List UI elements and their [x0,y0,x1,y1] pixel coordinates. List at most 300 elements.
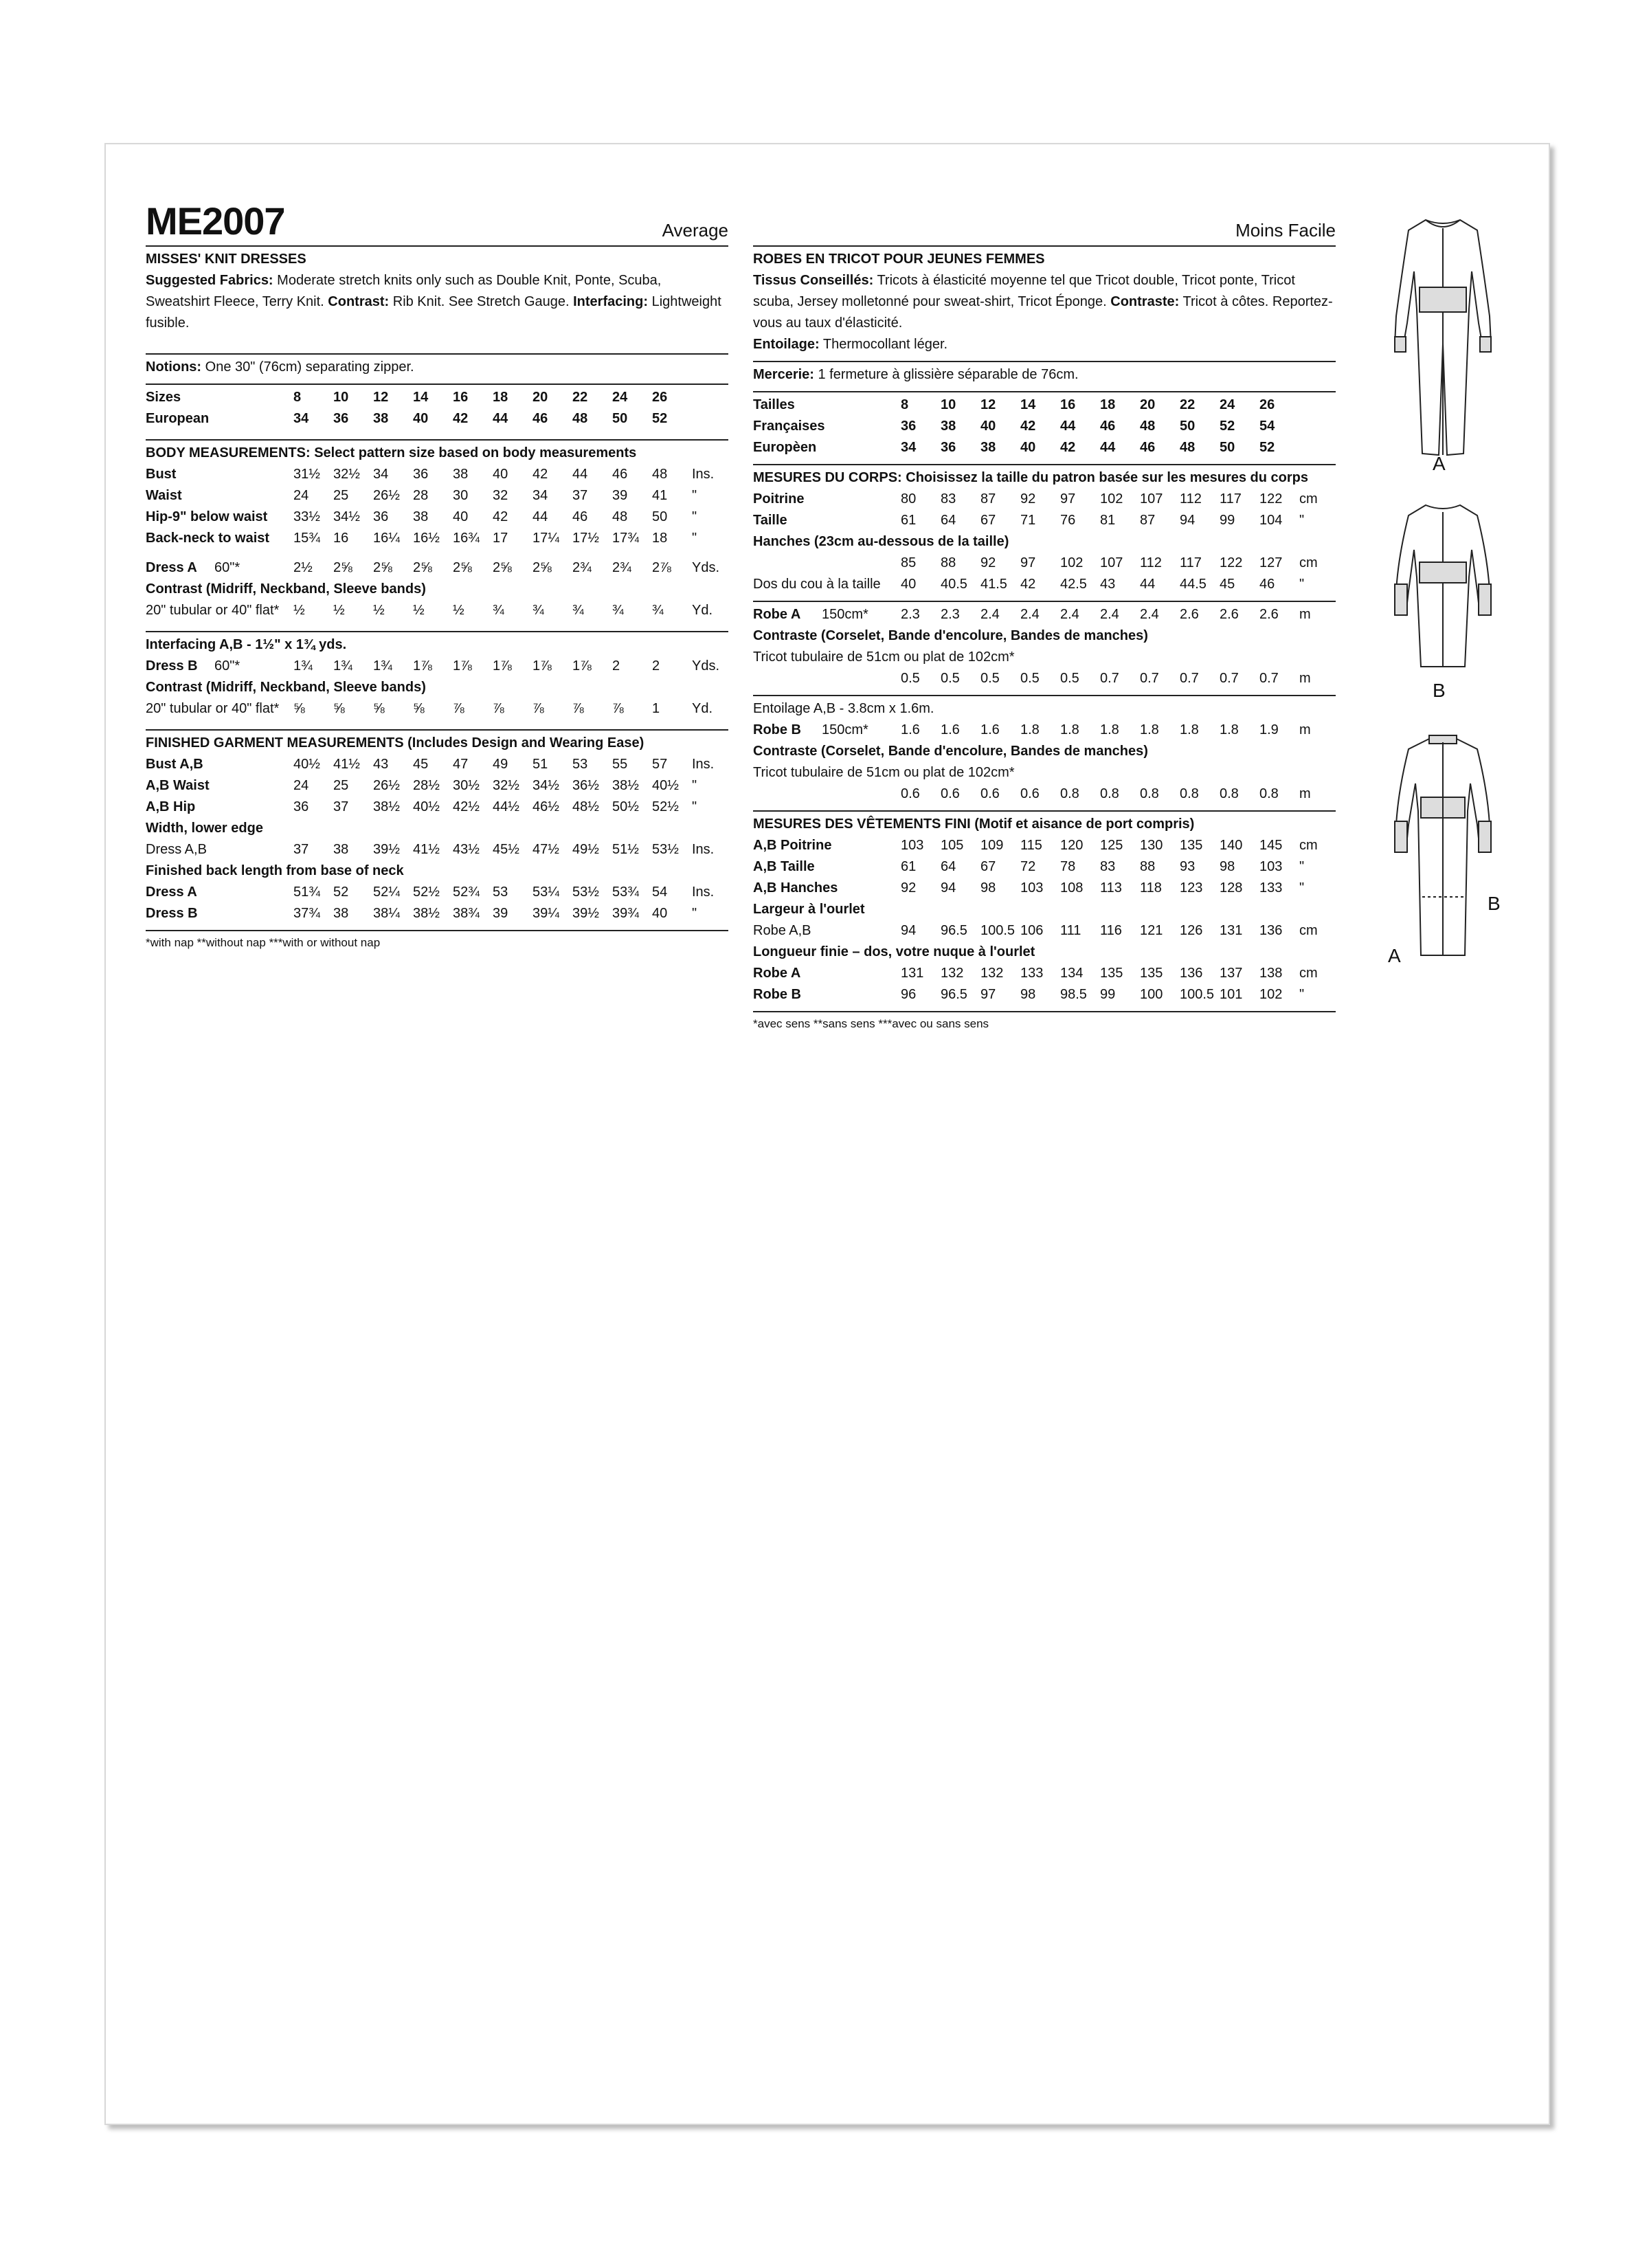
back-waist-row-fr-value: 40.5 [941,577,967,592]
width-row-en-label: Dress A,B [146,842,207,857]
sketch-label-a1: A [1433,453,1446,474]
measurement-value: 18 [652,531,668,546]
measurement-value: 44½ [493,799,519,814]
width-row-en-value: 37 [293,842,309,857]
measurement-value: 16 [333,531,349,546]
width-title-en: Width, lower edge [146,821,263,836]
contrast-a-yardage-value: ½ [453,603,464,618]
hips-title-fr: Hanches (23cm au-dessous de la taille) [753,534,1009,549]
contrast-a-metrage-value: 0.5 [1060,671,1079,686]
measurement-label: A,B Hanches [753,880,838,896]
fabrics-text: Moderate stretch knits only such as Double Knit, Ponte, Scuba, Sweatshirt Fleece, Terry Knit. [146,273,662,309]
european-row-value: 42 [453,411,469,426]
measurement-value: 53½ [572,885,599,900]
robe-a-yardage-fabric-width: 150cm* [822,607,868,622]
fabrics-fr [753,270,1336,355]
back-title-en: Finished back length from base of neck [146,863,404,878]
measurement-value: 123 [1180,880,1203,896]
european-row-fr-value: 44 [1100,440,1116,455]
measurement-value: 38 [413,509,429,524]
measurement-label: Dress A [146,885,197,900]
measurement-value: 130 [1140,838,1163,853]
measurement-value: 99 [1220,513,1235,528]
robe-b-yardage-fabric-width: 150cm* [822,722,868,737]
measurement-label: A,B Poitrine [753,838,832,853]
notions-text: One 30" (76cm) separating zipper. [201,359,414,375]
width-title-fr: Largeur à l'ourlet [753,902,865,917]
measurement-label: Robe A [753,966,801,981]
measurement-value: 94 [1180,513,1196,528]
sizes-row-value: 22 [572,390,588,405]
robe-b-yardage-value: 1.8 [1060,722,1079,737]
european-row-value: 46 [532,411,548,426]
measurement-value: 132 [941,966,964,981]
measurement-value: 103 [1020,880,1044,896]
measurement-value: 48 [612,509,628,524]
measurement-value: 37 [333,799,349,814]
footnote-en: *with nap **without nap ***with or without nap [146,930,728,952]
sizes-row-fr-label: Tailles [753,397,795,412]
sizes-row-value: 16 [453,390,469,405]
dress-a-yardage-label: Dress A [146,560,197,575]
measurement-value: 36½ [572,778,599,793]
width-row-fr-value: 116 [1100,923,1122,938]
measurement-value: 42 [493,509,508,524]
measurement-value: 98.5 [1060,987,1087,1002]
measurement-value: 132 [980,966,1004,981]
fabrics-label-fr: Tissus Conseillés: [753,273,874,288]
hips-row-fr-value: 97 [1020,555,1036,570]
difficulty-level-en: Average [662,220,728,241]
sizes-row-fr [753,394,1336,416]
measurement-value: 16¾ [453,531,480,546]
notions-text-fr: 1 fermeture à glissière séparable de 76cm. [814,367,1079,382]
measurement-value: 38¾ [453,906,480,921]
dress-a-yardage-fabric-width: 60"* [214,560,240,575]
measurement-value: 53 [493,885,508,900]
measurement-value: 53¼ [532,885,559,900]
measurement-unit: Ins. [692,757,715,772]
robe-a-yardage-label: Robe A [753,607,801,622]
robe-b-yardage-value: 1.8 [1100,722,1119,737]
measurement-value: 71 [1020,513,1036,528]
measurement-value: 113 [1100,880,1122,896]
measurement-unit: Ins. [692,885,715,900]
measurement-value: 117 [1220,491,1242,507]
measurement-value: 40 [453,509,469,524]
robe-b-yardage-value: 1.6 [901,722,920,737]
robe-b-yardage-label: Robe B [753,722,801,737]
measurement-value: 38½ [612,778,639,793]
measurement-value: 50½ [612,799,639,814]
measurement-value: 81 [1100,513,1116,528]
measurement-value: 37 [572,488,588,503]
robe-a-yardage-value: 2.4 [1140,607,1159,622]
european-row-value: 38 [373,411,389,426]
title-en: MISSES' KNIT DRESSES [146,252,306,267]
width-row-fr [753,920,1336,942]
contrast-b-sub-fr: Tricot tubulaire de 51cm ou plat de 102cm* [753,765,1015,780]
measurement-value: 92 [1020,491,1036,507]
european-row-fr-value: 42 [1060,440,1076,455]
width-row-en-value: 45½ [493,842,519,857]
measurement-value: 115 [1020,838,1042,853]
measurement-value: 50 [652,509,668,524]
contrast-b-yardage-value: ⅝ [413,701,425,716]
european-row-fr [753,437,1336,458]
interfacing-line-fr: Entoilage A,B - 3.8cm x 1.6m. [753,701,934,716]
robe-b-yardage-value: 1.6 [941,722,960,737]
width-row-fr-value: 126 [1180,923,1203,938]
french-sizes-row-value: 42 [1020,419,1036,434]
contrast-b-yardage-unit: Yd. [692,701,713,716]
measurement-value: 98 [1020,987,1036,1002]
measurement-value: 125 [1100,838,1123,853]
measurement-value: 28 [413,488,429,503]
measurement-value: 98 [1220,859,1235,874]
measurement-value: 100 [1140,987,1163,1002]
width-row-en-value: 51½ [612,842,639,857]
french-sizes-row-value: 48 [1140,419,1156,434]
contrast-b-yardage-value: ⅞ [612,701,624,716]
measurement-row [146,507,728,528]
european-row-value: 50 [612,411,628,426]
measurement-unit: " [1299,987,1305,1002]
dress-b-yardage-value: 1⅞ [532,658,552,674]
back-waist-row-fr-value: 46 [1259,577,1275,592]
measurement-unit: " [692,778,697,793]
width-row-en-value: 43½ [453,842,480,857]
robe-b-yardage [753,720,1336,741]
measurement-value: 133 [1020,966,1044,981]
measurement-value: 87 [980,491,996,507]
contrast-a-yardage-value: ¾ [612,603,624,618]
measurement-value: 32½ [333,467,360,482]
width-row-fr-value: 111 [1060,923,1081,938]
measurement-value: 41 [652,488,668,503]
back-waist-row-fr-value: 42 [1020,577,1036,592]
robe-a-yardage-value: 2.3 [941,607,960,622]
measurement-value: 107 [1140,491,1163,507]
sizes-row-fr-value: 10 [941,397,956,412]
hips-row-fr-unit: cm [1299,555,1318,570]
measurement-value: 40½ [652,778,679,793]
measurement-label: A,B Hip [146,799,196,814]
sketch-label-b2: B [1488,893,1501,914]
contrast-a-yardage-unit: Yd. [692,603,713,618]
sizes-row-fr-value: 12 [980,397,996,412]
measurement-value: 52 [333,885,349,900]
french-sizes-row-value: 50 [1180,419,1196,434]
measurement-value: 24 [293,778,309,793]
measurement-value: 51 [532,757,548,772]
back-title-fr: Longueur finie – dos, votre nuque à l'ourlet [753,944,1035,959]
width-row-en-value: 38 [333,842,349,857]
measurement-value: 17½ [572,531,599,546]
robe-a-yardage-value: 2.4 [1020,607,1040,622]
measurement-value: 33½ [293,509,320,524]
measurement-value: 72 [1020,859,1036,874]
european-row-value: 44 [493,411,508,426]
measurement-value: 93 [1180,859,1196,874]
width-row-fr-value: 100.5 [980,923,1016,938]
measurement-value: 43 [373,757,389,772]
width-row-en-value: 39½ [373,842,400,857]
measurement-value: 103 [1259,859,1283,874]
measurement-value: 48 [652,467,668,482]
measurement-value: 15¾ [293,531,320,546]
contrast-b-title-fr: Contraste (Corselet, Bande d'encolure, Bandes de manches) [753,744,1148,759]
interfacing-label-fr: Entoilage: [753,337,820,352]
contrast-b-metrage-value: 0.6 [941,786,960,801]
measurement-value: 96 [901,987,917,1002]
european-row-fr-value: 40 [1020,440,1036,455]
measurement-value: 83 [1100,859,1116,874]
contrast-b-yardage-value: ⅞ [572,701,584,716]
body-rows-fr [753,489,1336,531]
european-row-fr-value: 38 [980,440,996,455]
robe-a-yardage-value: 2.6 [1220,607,1239,622]
robe-a-yardage-value: 2.4 [980,607,1000,622]
contrast-b-yardage-value: 1 [652,701,660,716]
measurement-row [753,984,1336,1005]
robe-b-yardage-value: 1.6 [980,722,1000,737]
robe-b-yardage-value: 1.8 [1180,722,1199,737]
measurement-value: 34½ [532,778,559,793]
dress-a-yardage-value: 2⅝ [333,560,352,575]
measurement-value: 17 [493,531,508,546]
measurement-value: 38 [333,906,349,921]
measurement-label: Back-neck to waist [146,531,270,546]
sizes-row-fr-value: 22 [1180,397,1196,412]
measurement-value: 94 [941,880,956,896]
measurement-label: Bust A,B [146,757,203,772]
hips-row-fr-value: 122 [1220,555,1243,570]
robe-b-yardage-value: 1.9 [1259,722,1279,737]
robe-a-yardage-value: 2.6 [1180,607,1199,622]
measurement-value: 145 [1259,838,1283,853]
measurement-value: 38½ [373,799,400,814]
width-row-en-value: 53½ [652,842,679,857]
sizes-row-fr-value: 16 [1060,397,1076,412]
contrast-b-metrage-value: 0.8 [1180,786,1199,801]
width-row-fr-value: 106 [1020,923,1044,938]
contrast-b-metrage-value: 0.6 [901,786,920,801]
measurement-label: Bust [146,467,177,482]
measurement-value: 40 [652,906,668,921]
hips-row-fr-value: 127 [1259,555,1283,570]
measurement-value: 44 [572,467,588,482]
measurement-value: 44 [532,509,548,524]
measurement-value: 47 [453,757,469,772]
dress-b-yardage-label: Dress B [146,658,198,674]
dress-b-yardage-value: 2 [612,658,620,674]
contrast-a-metrage-value: 0.7 [1100,671,1119,686]
measurement-value: 34 [373,467,389,482]
interfacing-line-en: Interfacing A,B - 1½" x 1¾ yds. [146,637,347,652]
measurement-value: 87 [1140,513,1156,528]
measurement-value: 135 [1140,966,1163,981]
measurement-value: 135 [1180,838,1203,853]
dress-b-yardage-value: 1⅞ [572,658,592,674]
dress-b-yardage-value: 2 [652,658,660,674]
sizes-row [146,387,728,408]
dress-b-yardage [146,656,728,677]
measurement-value: 26½ [373,488,400,503]
measurement-value: 46 [612,467,628,482]
measurement-value: 16½ [413,531,440,546]
contrast-a-metrage-value: 0.7 [1220,671,1239,686]
sizes-row-value: 18 [493,390,508,405]
european-row-value: 40 [413,411,429,426]
european-row-fr-value: 46 [1140,440,1156,455]
hips-row-fr-value: 85 [901,555,917,570]
measurement-value: 120 [1060,838,1084,853]
contrast-a-metrage [753,668,1336,689]
european-row-fr-value: 34 [901,440,917,455]
footnote-fr: *avec sens **sans sens ***avec ou sans sens [753,1011,1336,1033]
dress-a-yardage-value: 2⅝ [453,560,472,575]
measurement-value: 55 [612,757,628,772]
contrast-b-yardage-label: 20" tubular or 40" flat* [146,701,280,716]
sketch-dress-a-front [1388,206,1498,474]
european-row-value: 52 [652,411,668,426]
dress-a-yardage-value: 2⅝ [373,560,392,575]
sizes-row-value: 8 [293,390,302,405]
measurement-row [146,903,728,924]
dress-a-yardage-unit: Yds. [692,560,720,575]
back-waist-row-fr-value: 43 [1100,577,1116,592]
european-row-value: 48 [572,411,588,426]
measurement-value: 100.5 [1180,987,1215,1002]
contrast-b-yardage-value: ⅞ [532,701,544,716]
body-title-en: BODY MEASUREMENTS: Select pattern size based on body measurements [146,445,637,460]
contrast-b-metrage-value: 0.8 [1220,786,1239,801]
measurement-value: 102 [1259,987,1283,1002]
sizes-row-value: 10 [333,390,349,405]
measurement-value: 96.5 [941,987,967,1002]
hips-row-fr-value: 102 [1060,555,1084,570]
sizes-row-value: 20 [532,390,548,405]
back-waist-row-fr-value: 41.5 [980,577,1007,592]
contrast-a-metrage-value: 0.5 [941,671,960,686]
measurement-row [146,485,728,507]
hips-row-fr-value: 112 [1140,555,1162,570]
measurement-value: 38¼ [373,906,400,921]
measurement-value: 131 [901,966,924,981]
measurement-value: 122 [1259,491,1283,507]
contrast-a-metrage-value: 0.5 [1020,671,1040,686]
hips-row-fr-value: 88 [941,555,956,570]
measurement-unit: " [692,509,697,524]
measurement-unit: Ins. [692,467,715,482]
measurement-value: 108 [1060,880,1084,896]
interfacing-label: Interfacing: [573,294,649,309]
robe-a-yardage-value: 2.4 [1100,607,1119,622]
sizes-row-fr-value: 24 [1220,397,1235,412]
robe-b-yardage-value: 1.8 [1020,722,1040,737]
width-row-en-unit: Ins. [692,842,715,857]
body-title-fr: MESURES DU CORPS: Choisissez la taille du patron basée sur les mesures du corps [753,470,1309,485]
contrast-b-metrage-value: 0.6 [980,786,1000,801]
measurement-label: Poitrine [753,491,805,507]
measurement-row [753,835,1336,856]
robe-b-yardage-value: 1.8 [1140,722,1159,737]
sketch-dress-b-front [1388,495,1498,680]
fabrics-label: Suggested Fabrics: [146,273,273,288]
measurement-value: 61 [901,513,917,528]
measurement-value: 45 [413,757,429,772]
measurement-value: 40 [493,467,508,482]
width-row-fr-value: 121 [1140,923,1163,938]
measurement-unit: cm [1299,838,1318,853]
width-row-en-value: 49½ [572,842,599,857]
measurement-value: 53 [572,757,588,772]
contrast-a-yardage-value: ½ [293,603,305,618]
measurement-value: 28½ [413,778,440,793]
measurement-value: 25 [333,488,349,503]
measurement-value: 138 [1259,966,1283,981]
measurement-value: 52¾ [453,885,480,900]
measurement-value: 134 [1060,966,1084,981]
notions-fr [753,364,1336,386]
measurement-value: 80 [901,491,917,507]
measurement-value: 24 [293,488,309,503]
back-waist-row-fr-value: 40 [901,577,917,592]
dress-b-yardage-value: 1⅞ [493,658,512,674]
contrast-b-yardage [146,698,728,720]
french-sizes-row-label: Françaises [753,419,825,434]
french-column [753,245,1336,1033]
measurement-value: 25 [333,778,349,793]
measurement-value: 42½ [453,799,480,814]
measurement-value: 32½ [493,778,519,793]
contrast-b-yardage-value: ⅝ [333,701,345,716]
measurement-row [753,856,1336,878]
finished-rows-en [146,754,728,818]
measurement-value: 98 [980,880,996,896]
measurement-value: 78 [1060,859,1076,874]
hips-row-fr [753,553,1336,574]
measurement-value: 103 [901,838,924,853]
french-sizes-row-value: 36 [901,419,917,434]
measurement-value: 36 [293,799,309,814]
measurement-value: 34½ [333,509,360,524]
width-row-fr-unit: cm [1299,923,1318,938]
measurement-label: Dress B [146,906,198,921]
measurement-value: 48½ [572,799,599,814]
hips-row-fr-value: 117 [1180,555,1202,570]
contrast-a-yardage-value: ¾ [532,603,544,618]
french-sizes-row-value: 44 [1060,419,1076,434]
contrast-b-metrage [753,783,1336,805]
contrast-a-metrage-value: 0.7 [1180,671,1199,686]
width-row-en-value: 47½ [532,842,559,857]
measurement-row [753,963,1336,984]
robe-b-yardage-value: 1.8 [1220,722,1239,737]
contrast-b-metrage-value: 0.8 [1259,786,1279,801]
back-waist-row-fr-label: Dos du cou à la taille [753,577,881,592]
measurement-value: 67 [980,513,996,528]
contrast-a-metrage-value: 0.7 [1259,671,1279,686]
measurement-value: 104 [1259,513,1283,528]
hips-row-fr-value: 92 [980,555,996,570]
contrast-a-yardage-value: ½ [333,603,345,618]
measurement-value: 64 [941,859,956,874]
measurement-value: 39 [493,906,508,921]
english-column [146,245,728,952]
contrast-a-yardage-value: ½ [413,603,425,618]
